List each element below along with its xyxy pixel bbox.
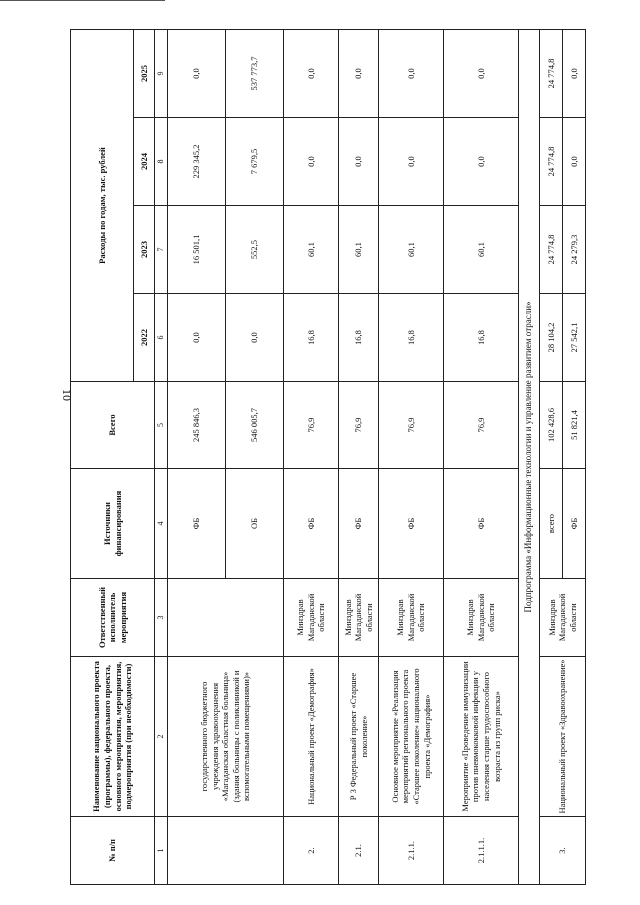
row-2024: 0,0 [563, 118, 586, 206]
row-responsible: Минздрав Магаданской области [540, 579, 586, 657]
row-source: ФБ [563, 469, 586, 579]
row-2022: 16,8 [339, 294, 379, 382]
table-row [444, 30, 519, 885]
table-row [540, 30, 563, 885]
row-name: Национальный проект «Демография» [284, 657, 339, 817]
row-2024: 24 774,8 [540, 118, 563, 206]
row-2023: 60,1 [339, 206, 379, 294]
col-number: 2 [155, 657, 168, 817]
table-row [339, 30, 379, 885]
header-year: 2023 [134, 206, 155, 294]
col-number: 8 [155, 118, 168, 206]
row-total: 76,9 [284, 382, 339, 469]
col-number: 5 [155, 382, 168, 469]
row-responsible: Минздрав Магаданской области [379, 579, 444, 657]
row-2023: 60,1 [284, 206, 339, 294]
col-number: 7 [155, 206, 168, 294]
row-2023: 16 501,1 [168, 206, 226, 294]
row-total: 76,9 [379, 382, 444, 469]
header-year: 2025 [134, 30, 155, 118]
row-name: Национальный проект «Здравоохранение» [540, 657, 586, 817]
row-source: ФБ [168, 469, 226, 579]
row-num: 2.1. [339, 817, 379, 885]
row-2025: 0,0 [563, 30, 586, 118]
row-2023: 60,1 [444, 206, 519, 294]
row-responsible [168, 579, 284, 657]
row-2024: 0,0 [444, 118, 519, 206]
row-2025: 0,0 [339, 30, 379, 118]
row-total: 76,9 [339, 382, 379, 469]
row-num: 2.1.1.1. [444, 817, 519, 885]
row-2022: 16,8 [284, 294, 339, 382]
row-2022: 28 104,2 [540, 294, 563, 382]
header-row [71, 30, 134, 885]
col-number: 1 [155, 817, 168, 885]
row-source: ОБ [226, 469, 284, 579]
row-responsible: Минздрав Магаданской области [284, 579, 339, 657]
row-total: 102 428,6 [540, 382, 563, 469]
row-2022: 27 542,1 [563, 294, 586, 382]
header-total: Всего [71, 382, 155, 469]
header-years-group: Расходы по годам, тыс. рублей [71, 30, 134, 382]
row-2025: 0,0 [444, 30, 519, 118]
header-year: 2022 [134, 294, 155, 382]
header-num: № п/п [71, 817, 155, 885]
row-2024: 0,0 [339, 118, 379, 206]
row-2024: 229 345,2 [168, 118, 226, 206]
row-2025: 537 773,7 [226, 30, 284, 118]
header-year: 2024 [134, 118, 155, 206]
row-name: Основное мероприятие «Реализация мероприятий регионального проекта «Старшее поколение» национального проекта «Демография» [379, 657, 444, 817]
row-num: 2.1.1. [379, 817, 444, 885]
row-2025: 24 774,8 [540, 30, 563, 118]
row-source: ФБ [444, 469, 519, 579]
row-2023: 24 279,3 [563, 206, 586, 294]
row-total: 76,9 [444, 382, 519, 469]
subprogram-title: Подпрограмма «Информационные технологии и управление развитием отрасли» [519, 30, 540, 885]
row-2024: 0,0 [379, 118, 444, 206]
header-responsible: Ответственный исполнитель мероприятия [71, 579, 155, 657]
row-source: ФБ [284, 469, 339, 579]
row-total: 546 005,7 [226, 382, 284, 469]
row-2022: 16,8 [444, 294, 519, 382]
row-2023: 552,5 [226, 206, 284, 294]
col-number: 3 [155, 579, 168, 657]
header-source: Источники финансирования [71, 469, 155, 579]
table-row [284, 30, 339, 885]
col-number: 4 [155, 469, 168, 579]
row-responsible: Минздрав Магаданской области [339, 579, 379, 657]
row-2022: 0,0 [226, 294, 284, 382]
row-2023: 60,1 [379, 206, 444, 294]
row-2024: 0,0 [284, 118, 339, 206]
row-2024: 7 679,5 [226, 118, 284, 206]
row-2025: 0,0 [284, 30, 339, 118]
page-number: 10 [60, 389, 74, 401]
row-2023: 24 774,8 [540, 206, 563, 294]
header-name: Наименование национального проекта (программы), федерального проекта, основного мероприятия, мероприятия, подмероприятия (при необходимости) [71, 657, 155, 817]
col-number: 6 [155, 294, 168, 382]
row-2022: 16,8 [379, 294, 444, 382]
row-total: 51 821,4 [563, 382, 586, 469]
expenses-table [70, 29, 586, 885]
row-source: ФБ [339, 469, 379, 579]
col-number: 9 [155, 30, 168, 118]
column-number-row [155, 30, 168, 885]
row-name: Р 3 Федеральный проект «Старшее поколение» [339, 657, 379, 817]
row-source: ФБ [379, 469, 444, 579]
row-total: 245 846,3 [168, 382, 226, 469]
row-num [168, 817, 284, 885]
row-2025: 0,0 [379, 30, 444, 118]
row-responsible: Минздрав Магаданской области [444, 579, 519, 657]
table-row [168, 30, 226, 885]
row-2025: 0,0 [168, 30, 226, 118]
row-num: 3. [540, 817, 586, 885]
rotated-page [70, 30, 579, 885]
row-num: 2. [284, 817, 339, 885]
row-name: Мероприятие «Проведение иммунизации против пневмококковой инфекции у населения старше трудоспособного возраста из групп риска» [444, 657, 519, 817]
row-2022: 0,0 [168, 294, 226, 382]
subprogram-row [519, 30, 540, 885]
top-rule [0, 0, 165, 1]
row-name: государственного бюджетного учреждения здравоохранения «Магаданская областная больница» (здания больницы с поликлиникой и вспомогательными помещениями)» [168, 657, 284, 817]
table-row [379, 30, 444, 885]
row-source: всего [540, 469, 563, 579]
